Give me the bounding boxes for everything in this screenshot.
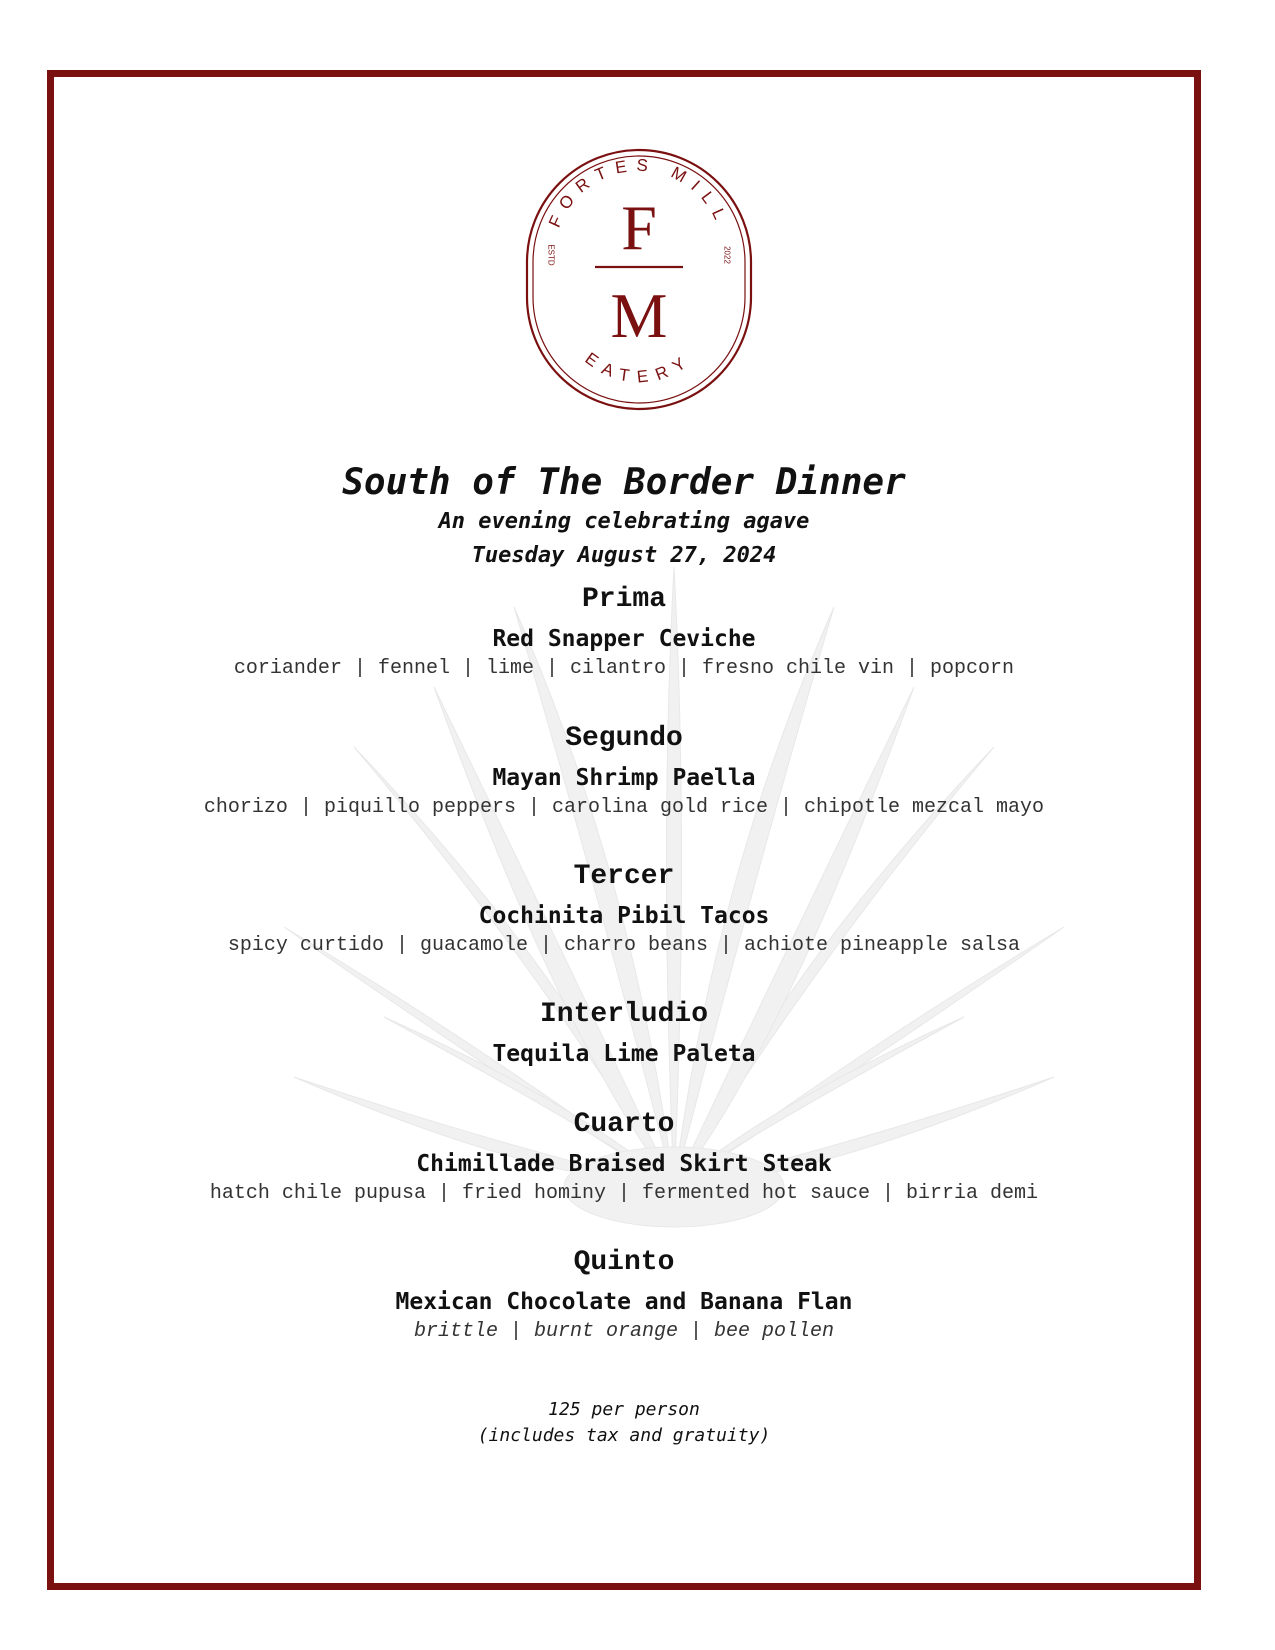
course-title: Tercer [573, 861, 675, 892]
dish-name: Mayan Shrimp Paella [492, 765, 756, 791]
course-interludio [54, 998, 1194, 1070]
dish-ingredients: chorizo | piquillo peppers | carolina gold rice | chipotle mezcal mayo [203, 796, 1045, 819]
course-title: Cuarto [573, 1109, 675, 1140]
dish-ingredients: spicy curtido | guacamole | charro beans | achiote pineapple salsa [227, 934, 1021, 957]
svg-text:EATERY [582, 349, 697, 387]
logo-letter-m: M [610, 280, 668, 351]
course-title: Interludio [539, 999, 709, 1030]
course-title: Prima [581, 584, 666, 615]
price-line: 125 per person [548, 1399, 700, 1420]
restaurant-logo [519, 137, 759, 417]
dish-ingredients: hatch chile pupusa | fried hominy | fermented hot sauce | birria demi [209, 1182, 1039, 1205]
pricing [54, 1397, 1194, 1449]
logo-seal-icon [519, 137, 759, 417]
logo-arc-top-text: FORTES MILL [545, 155, 733, 231]
dish-name: Chimillade Braised Skirt Steak [416, 1151, 832, 1177]
course-tercer [54, 860, 1194, 960]
price-note: (includes tax and gratuity) [477, 1425, 771, 1446]
logo-estd-text: ESTD [546, 244, 556, 266]
course-title: Quinto [573, 1247, 675, 1278]
course-quinto [54, 1246, 1194, 1346]
course-title: Segundo [565, 723, 683, 754]
course-segundo [54, 722, 1194, 822]
event-date: Tuesday August 27, 2024 [471, 543, 777, 568]
logo-letter-f: F [621, 192, 657, 263]
dish-ingredients: brittle | burnt orange | bee pollen [413, 1320, 835, 1343]
dish-name: Cochinita Pibil Tacos [478, 903, 770, 929]
dish-name: Mexican Chocolate and Banana Flan [395, 1289, 853, 1315]
course-cuarto [54, 1108, 1194, 1208]
logo-year-text: 2022 [722, 246, 732, 264]
dish-ingredients: coriander | fennel | lime | cilantro | fresno chile vin | popcorn [233, 657, 1015, 680]
event-tagline: An evening celebrating agave [438, 509, 810, 534]
dish-name: Red Snapper Ceviche [492, 626, 756, 652]
menu-frame [47, 70, 1201, 1590]
logo-arc-bottom-text: EATERY [581, 348, 697, 387]
dish-name: Tequila Lime Paleta [492, 1041, 756, 1067]
event-title: South of The Border Dinner [342, 462, 906, 503]
course-prima [54, 583, 1194, 683]
